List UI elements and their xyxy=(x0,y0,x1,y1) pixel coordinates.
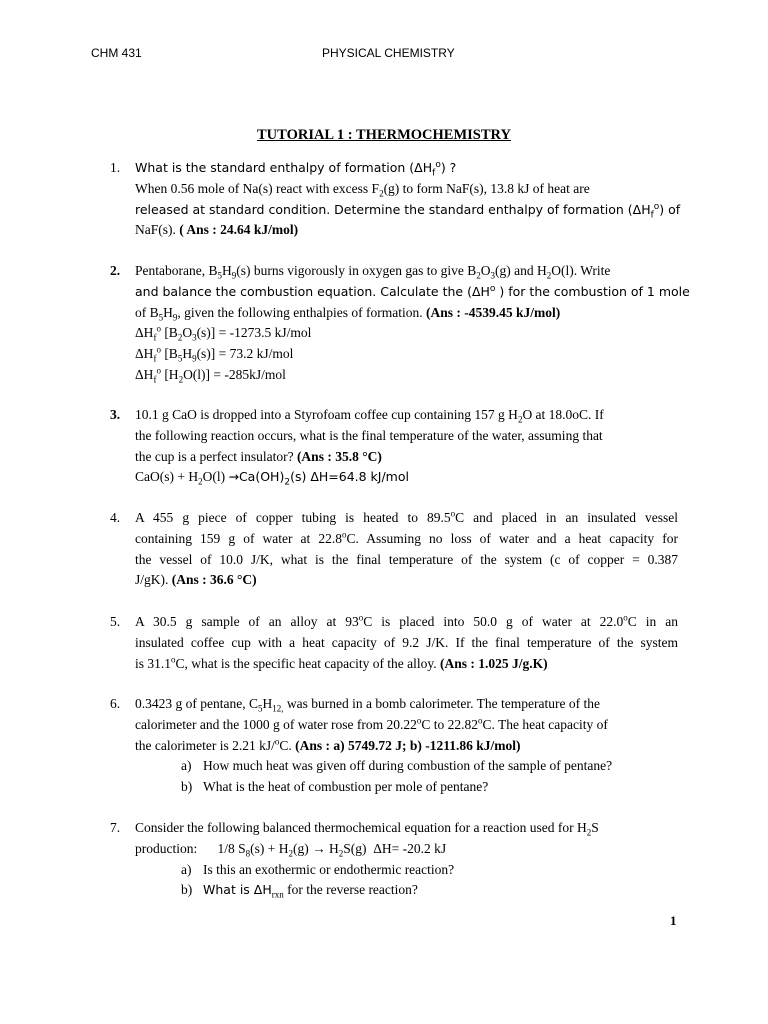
sub-question-b: b) What is $\Delta H_{rxn}$ for the reverse reaction? xyxy=(181,882,418,901)
question-6 xyxy=(110,694,678,798)
question-text: released at standard condition. Determine the standard enthalpy of formation $(\Delta H_f^o)$ of xyxy=(135,201,681,221)
question-number: 7. xyxy=(110,820,121,835)
answer: (Ans : -4539.45 kJ/mol) xyxy=(425,304,561,320)
course-name: PHYSICAL CHEMISTRY xyxy=(322,46,455,60)
enthalpy-data: $\Delta H_f^o$ $[H_2O(l)] = -285kJ/mol$ xyxy=(135,365,286,385)
question-text: the calorimeter is 2.21 kJ/$^o$C. (Ans : a) 5749.72 J; b) -1211.86 kJ/mol) xyxy=(135,736,521,753)
question-number: 6. xyxy=(110,696,121,711)
question-text: of $B_5H_9$, given the following enthalpies of formation. (Ans : -4539.45 kJ/mol) xyxy=(135,304,561,323)
question-5 xyxy=(110,612,678,674)
question-text: the following reaction occurs, what is the final temperature of the water, assuming that xyxy=(135,427,603,443)
reaction-equation: production: 1/8 $S_8(s) + H_2(g) \to H_2S(g)$ ΔH= -20.2 kJ xyxy=(135,840,447,859)
sub-question-a: a) How much heat was given off during combustion of the sample of pentane? xyxy=(181,758,613,774)
reaction-equation: $CaO(s) + H_2O(l) \to Ca(OH)_2(s)$ ΔH=64.8 kJ/mol xyxy=(135,469,409,488)
answer: (Ans : 1.025 J/g.K) xyxy=(440,655,548,671)
question-number: 5. xyxy=(110,614,121,629)
question-1 xyxy=(110,158,681,241)
answer: (Ans : 35.8 °C) xyxy=(296,448,382,464)
question-text: Consider the following balanced thermochemical equation for a reaction used for $H_2S$ xyxy=(135,820,599,838)
question-7 xyxy=(110,818,678,901)
answer: ( Ans : 24.64 kJ/mol) xyxy=(179,222,299,238)
enthalpy-data: $\Delta H_f^o$ $[B_2O_3(s)] = -1273.5$ kJ/mol xyxy=(135,323,312,344)
page-title: TUTORIAL 1 : THERMOCHEMISTRY xyxy=(257,127,511,143)
question-2 xyxy=(110,261,690,386)
question-text: and balance the combustion equation. Calculate the ($\Delta H^o$ ) for the combustion of 1 mole xyxy=(135,283,690,299)
question-text: 10.1 g CaO is dropped into a Styrofoam coffee cup containing 157 g $H_2O$ at 18.0oC. If xyxy=(135,407,604,425)
question-text: A 455 g piece of copper tubing is heated to 89.5$^o$C and placed in an insulated vessel xyxy=(135,508,678,525)
question-text: insulated coffee cup with a heat capacity of 9.2 J/K. If the final temperature of the system xyxy=(135,634,678,650)
question-text: is 31.1$^o$C, what is the specific heat capacity of the alloy. (Ans : 1.025 J/g.K) xyxy=(135,654,548,671)
course-code: CHM 431 xyxy=(91,46,142,60)
question-text: What is the standard enthalpy of formation $(\Delta H_f^o)$ ? xyxy=(135,159,457,179)
sub-question-b: b) What is the heat of combustion per mole of pentane? xyxy=(181,779,489,795)
question-text: 0.3423 g of pentane, $C_5H_{12,}$ was burned in a bomb calorimeter. The temperature of the xyxy=(135,696,600,714)
question-text: the vessel of 10.0 J/K, what is the final temperature of the system (c of copper = 0.387 xyxy=(135,551,678,567)
question-number: 3. xyxy=(110,407,121,422)
question-text: calorimeter and the 1000 g of water rose from 20.22$^o$C to 22.82$^o$C. The heat capacity of xyxy=(135,715,608,732)
sub-question-a: a) Is this an exothermic or endothermic reaction? xyxy=(181,861,455,877)
question-number: 4. xyxy=(110,510,121,525)
question-text: Pentaborane, $B_5H_9(s)$ burns vigorously in oxygen gas to give $B_2O_3(g)$ and $H_2O(l)$. Write xyxy=(135,263,611,281)
question-text: J/gK). (Ans : 36.6 °C) xyxy=(135,572,257,588)
answer: (Ans : 36.6 °C) xyxy=(171,572,257,588)
question-number: 2. xyxy=(110,263,121,278)
question-4 xyxy=(110,508,678,591)
question-number: 1. xyxy=(110,160,121,175)
page-number: 1 xyxy=(670,913,677,928)
question-text: containing 159 g of water at 22.8$^o$C. Assuming no loss of water and a heat capacity for xyxy=(135,529,678,546)
question-text: NaF(s). ( Ans : 24.64 kJ/mol) xyxy=(135,222,299,238)
question-text: When 0.56 mole of Na(s) react with excess $F_2(g)$ to form NaF(s), 13.8 kJ of heat are xyxy=(135,180,590,199)
answer: (Ans : a) 5749.72 J; b) -1211.86 kJ/mol) xyxy=(295,737,521,753)
question-3 xyxy=(110,405,678,488)
enthalpy-data: $\Delta H_f^o$ $[B_5H_9(s)] = 73.2$ kJ/mol xyxy=(135,344,294,364)
question-text: A 30.5 g sample of an alloy at 93$^o$C is placed into 50.0 g of water at 22.0$^o$C in an xyxy=(135,612,678,629)
question-text: the cup is a perfect insulator? (Ans : 35.8 °C) xyxy=(135,448,382,464)
